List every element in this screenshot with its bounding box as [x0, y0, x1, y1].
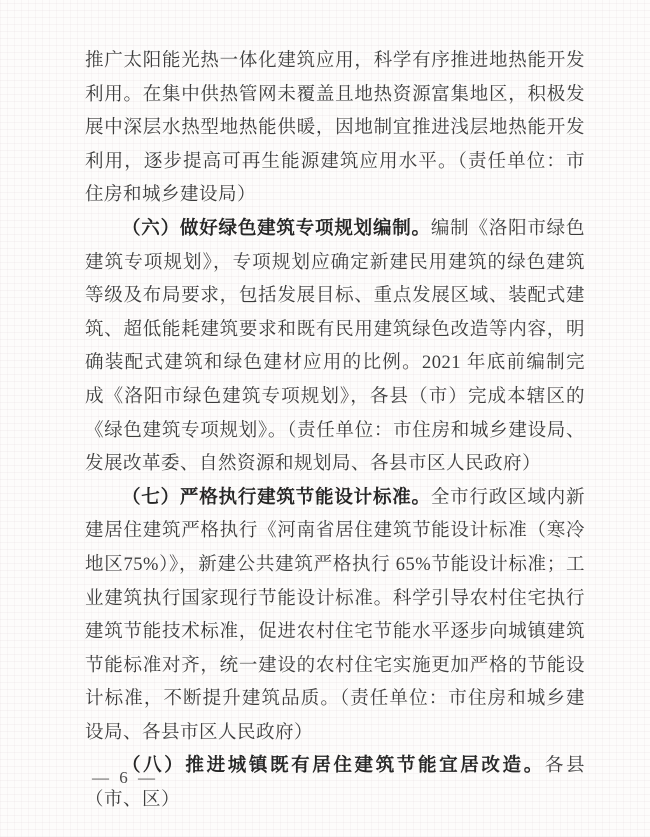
paragraph-lead: （六）做好绿色建筑专项规划编制。: [122, 218, 431, 239]
paragraph-lead: （七）严格执行建筑节能设计标准。: [122, 487, 431, 508]
paragraph: （八）推进城镇既有居住建筑节能宜居改造。各县（市、区）: [85, 756, 585, 811]
page-number: — 6 —: [92, 768, 158, 787]
document-body: [85, 45, 585, 818]
paragraph-lead: （八）推进城镇既有居住建筑节能宜居改造。: [122, 756, 545, 777]
paragraph: （七）严格执行建筑节能设计标准。全市行政区域内新建居住建筑严格执行《河南省居住建筑节能设计标准（寒冷地区75%）》，新建公共建筑严格执行 65%节能设计标准；工业建筑执行国家现行节能设计标准。科学引导农村住宅执行建筑节能技术标准，促进农村住宅节能水平逐步向城镇建筑节能标准对齐，统一建设的农村住宅实施更加严格的节能设计标准，不断提升建筑品质。（责任单位：市住房和城乡建设局、各县市区人民政府）: [85, 487, 585, 743]
paragraph: 推广太阳能光热一体化建筑应用，科学有序推进地热能开发利用。在集中供热管网未覆盖且地热资源富集地区，积极发展中深层水热型地热能供暖，因地制宜推进浅层地热能开发利用，逐步提高可再生能源建筑应用水平。（责任单位：市住房和城乡建设局）: [85, 51, 585, 206]
paragraph: （六）做好绿色建筑专项规划编制。编制《洛阳市绿色建筑专项规划》，专项规划应确定新建民用建筑的绿色建筑等级及布局要求，包括发展目标、重点发展区域、装配式建筑、超低能耗建筑要求和既有民用建筑绿色改造等内容，明确装配式建筑和绿色建材应用的比例。2021 年底前编制完成《洛阳市绿色建筑专项规划》，各县（市）完成本辖区的《绿色建筑专项规划》。（责任单位：市住房和城乡建设局、发展改革委、自然资源和规划局、各县市区人民政府）: [85, 218, 585, 475]
